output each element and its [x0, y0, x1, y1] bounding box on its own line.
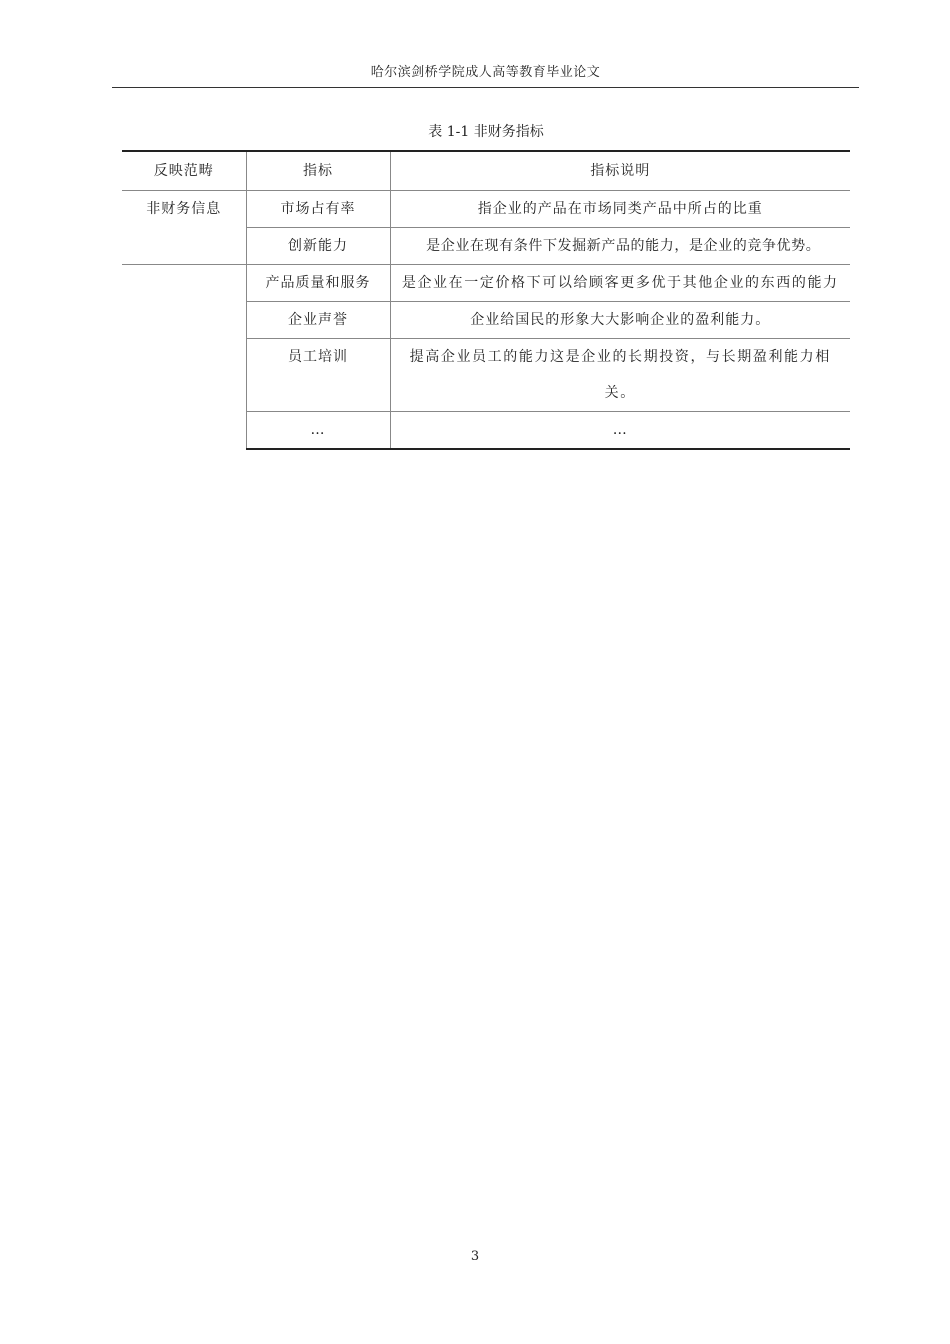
- description-cell: 提高企业员工的能力这是企业的长期投资，与长期盈利能力相关。: [390, 339, 850, 412]
- category-cell: [122, 265, 246, 450]
- description-cell: 指企业的产品在市场同类产品中所占的比重: [390, 191, 850, 228]
- indicator-table: [122, 150, 850, 450]
- table-row: [122, 191, 850, 228]
- page-number: 3: [470, 1249, 480, 1264]
- table-header-row: [122, 151, 850, 191]
- category-cell: 非财务信息: [122, 191, 246, 265]
- running-header: 哈尔滨剑桥学院成人高等教育毕业论文: [370, 65, 601, 80]
- description-cell: …: [390, 412, 850, 450]
- column-header-indicator: 指标: [246, 151, 390, 191]
- column-header-description: 指标说明: [390, 151, 850, 191]
- header-rule: [112, 87, 859, 88]
- description-cell: 企业给国民的形象大大影响企业的盈利能力。: [390, 302, 850, 339]
- indicator-cell: 创新能力: [246, 228, 390, 265]
- indicator-cell: 员工培训: [246, 339, 390, 412]
- indicator-cell: 市场占有率: [246, 191, 390, 228]
- description-cell: 是企业在现有条件下发掘新产品的能力，是企业的竞争优势。: [390, 228, 850, 265]
- table-row: [122, 265, 850, 302]
- indicator-cell: 企业声誉: [246, 302, 390, 339]
- description-cell: 是企业在一定价格下可以给顾客更多优于其他企业的东西的能力: [390, 265, 850, 302]
- indicator-cell: 产品质量和服务: [246, 265, 390, 302]
- indicator-cell: …: [246, 412, 390, 450]
- column-header-category: 反映范畴: [122, 151, 246, 191]
- table-caption: 表 1-1 非财务指标: [428, 124, 544, 140]
